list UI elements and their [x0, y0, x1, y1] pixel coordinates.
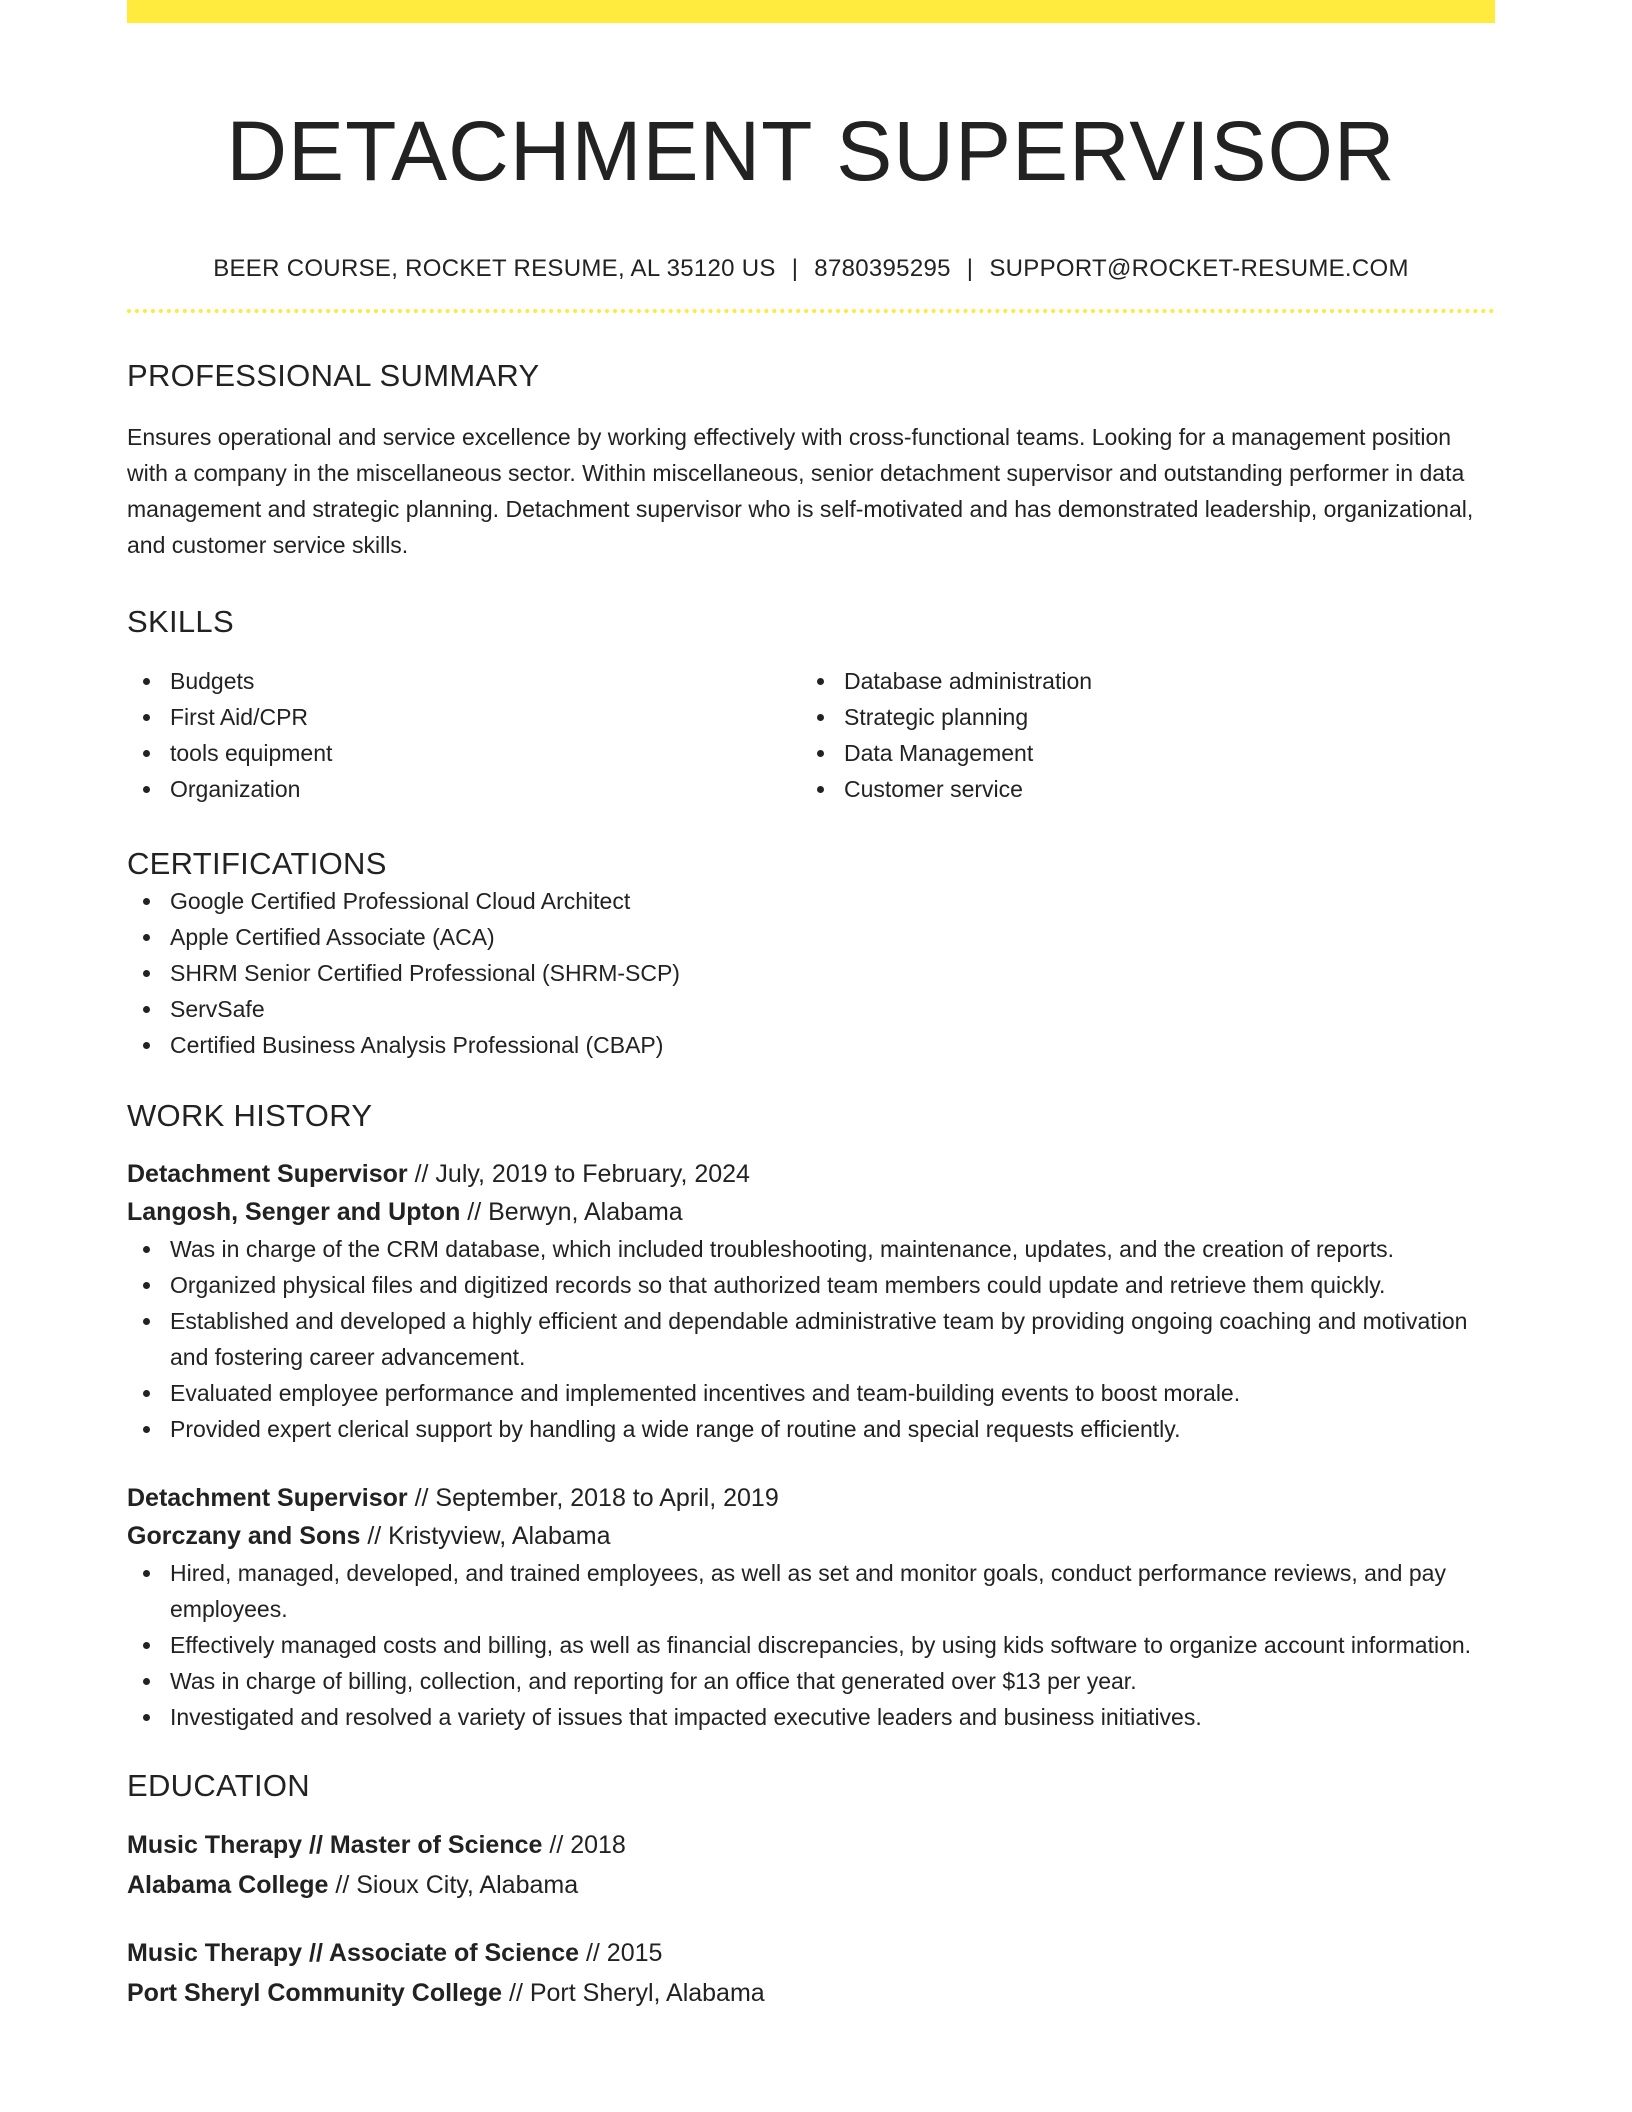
job-location: // Berwyn, Alabama: [460, 1198, 683, 1226]
job-company-line: [127, 1517, 1495, 1555]
summary-heading: PROFESSIONAL SUMMARY: [127, 358, 540, 393]
certifications-heading: CERTIFICATIONS: [127, 846, 387, 881]
job-bullet: Was in charge of billing, collection, and reporting for an office that generated over $13 per year.: [127, 1663, 1495, 1699]
contact-separator: |: [966, 255, 974, 282]
job-role-line: [127, 1479, 1495, 1517]
certification-item: Apple Certified Associate (ACA): [127, 919, 1495, 955]
job-entry: [127, 1479, 1495, 1735]
job-role: Detachment Supervisor: [127, 1160, 408, 1188]
skills-columns: [127, 663, 1495, 807]
job-role-line: [127, 1155, 1495, 1193]
skill-item: First Aid/CPR: [127, 699, 801, 735]
skills-list-right: [801, 663, 1475, 807]
skill-item: Budgets: [127, 663, 801, 699]
education-school-line: [127, 1973, 1495, 2013]
education-school: Alabama College: [127, 1871, 329, 1899]
education-location: // Port Sheryl, Alabama: [502, 1979, 765, 2007]
skill-item: Data Management: [801, 735, 1475, 771]
dotted-divider: [127, 309, 1495, 313]
certification-item: SHRM Senior Certified Professional (SHRM-SCP): [127, 955, 1495, 991]
contact-line: [127, 253, 1495, 285]
education-degree: Music Therapy // Master of Science: [127, 1831, 543, 1859]
skills-heading: SKILLS: [127, 604, 234, 639]
job-entry: [127, 1155, 1495, 1447]
skill-item: Database administration: [801, 663, 1475, 699]
education-school-line: [127, 1865, 1495, 1905]
job-company: Langosh, Senger and Upton: [127, 1198, 461, 1226]
contact-email: SUPPORT@ROCKET-RESUME.COM: [989, 255, 1409, 282]
job-bullet: Effectively managed costs and billing, as well as financial discrepancies, by using kids software to organize account information.: [127, 1627, 1495, 1663]
education-entry: [127, 1825, 1495, 1905]
contact-address: BEER COURSE, ROCKET RESUME, AL 35120 US: [213, 255, 776, 282]
work-history-heading: WORK HISTORY: [127, 1098, 373, 1133]
skill-item: Customer service: [801, 771, 1475, 807]
top-accent-bar: [127, 0, 1495, 23]
skills-list-left: [127, 663, 801, 807]
certification-item: ServSafe: [127, 991, 1495, 1027]
education-year: // 2018: [542, 1831, 626, 1859]
resume-page: [127, 0, 1495, 2013]
job-bullet: Was in charge of the CRM database, which included troubleshooting, maintenance, updates, and the creation of reports.: [127, 1231, 1495, 1267]
job-bullet: Organized physical files and digitized records so that authorized team members could update and retrieve them quickly.: [127, 1267, 1495, 1303]
contact-phone: 8780395295: [814, 255, 951, 282]
job-dates: // July, 2019 to February, 2024: [407, 1160, 750, 1188]
skill-item: tools equipment: [127, 735, 801, 771]
job-bullets: [127, 1231, 1495, 1447]
certification-item: Certified Business Analysis Professional (CBAP): [127, 1027, 1495, 1063]
summary-text: Ensures operational and service excellence by working effectively with cross-functional teams. Looking for a management position with a company in the miscellaneous sector. Within miscellaneous, senior detachment supervisor and outstanding performer in data management and strategic planning. Detachment supervisor who is self-motivated and has demonstrated leadership, organizational, and customer service skills.: [127, 424, 1474, 558]
job-bullets: [127, 1555, 1495, 1735]
job-location: // Kristyview, Alabama: [360, 1522, 611, 1550]
job-dates: // September, 2018 to April, 2019: [407, 1484, 779, 1512]
certifications-list: [127, 883, 1495, 1063]
education-degree: Music Therapy // Associate of Science: [127, 1939, 580, 1967]
education-degree-line: [127, 1933, 1495, 1973]
resume-name-title: DETACHMENT SUPERVISOR: [226, 104, 1396, 198]
job-company-line: [127, 1193, 1495, 1231]
job-role: Detachment Supervisor: [127, 1484, 408, 1512]
education-year: // 2015: [579, 1939, 663, 1967]
job-bullet: Established and developed a highly efficient and dependable administrative team by providing ongoing coaching and motivation and fostering career advancement.: [127, 1303, 1495, 1375]
education-location: // Sioux City, Alabama: [328, 1871, 579, 1899]
education-heading: EDUCATION: [127, 1768, 310, 1803]
education-degree-line: [127, 1825, 1495, 1865]
education-entry: [127, 1933, 1495, 2013]
job-company: Gorczany and Sons: [127, 1522, 361, 1550]
education-school: Port Sheryl Community College: [127, 1979, 503, 2007]
job-bullet: Hired, managed, developed, and trained employees, as well as set and monitor goals, conduct performance reviews, and pay employees.: [127, 1555, 1495, 1627]
job-bullet: Evaluated employee performance and implemented incentives and team-building events to boost morale.: [127, 1375, 1495, 1411]
job-bullet: Investigated and resolved a variety of issues that impacted executive leaders and business initiatives.: [127, 1699, 1495, 1735]
job-bullet: Provided expert clerical support by handling a wide range of routine and special requests efficiently.: [127, 1411, 1495, 1447]
certification-item: Google Certified Professional Cloud Architect: [127, 883, 1495, 919]
skill-item: Strategic planning: [801, 699, 1475, 735]
contact-separator: |: [791, 255, 799, 282]
skill-item: Organization: [127, 771, 801, 807]
